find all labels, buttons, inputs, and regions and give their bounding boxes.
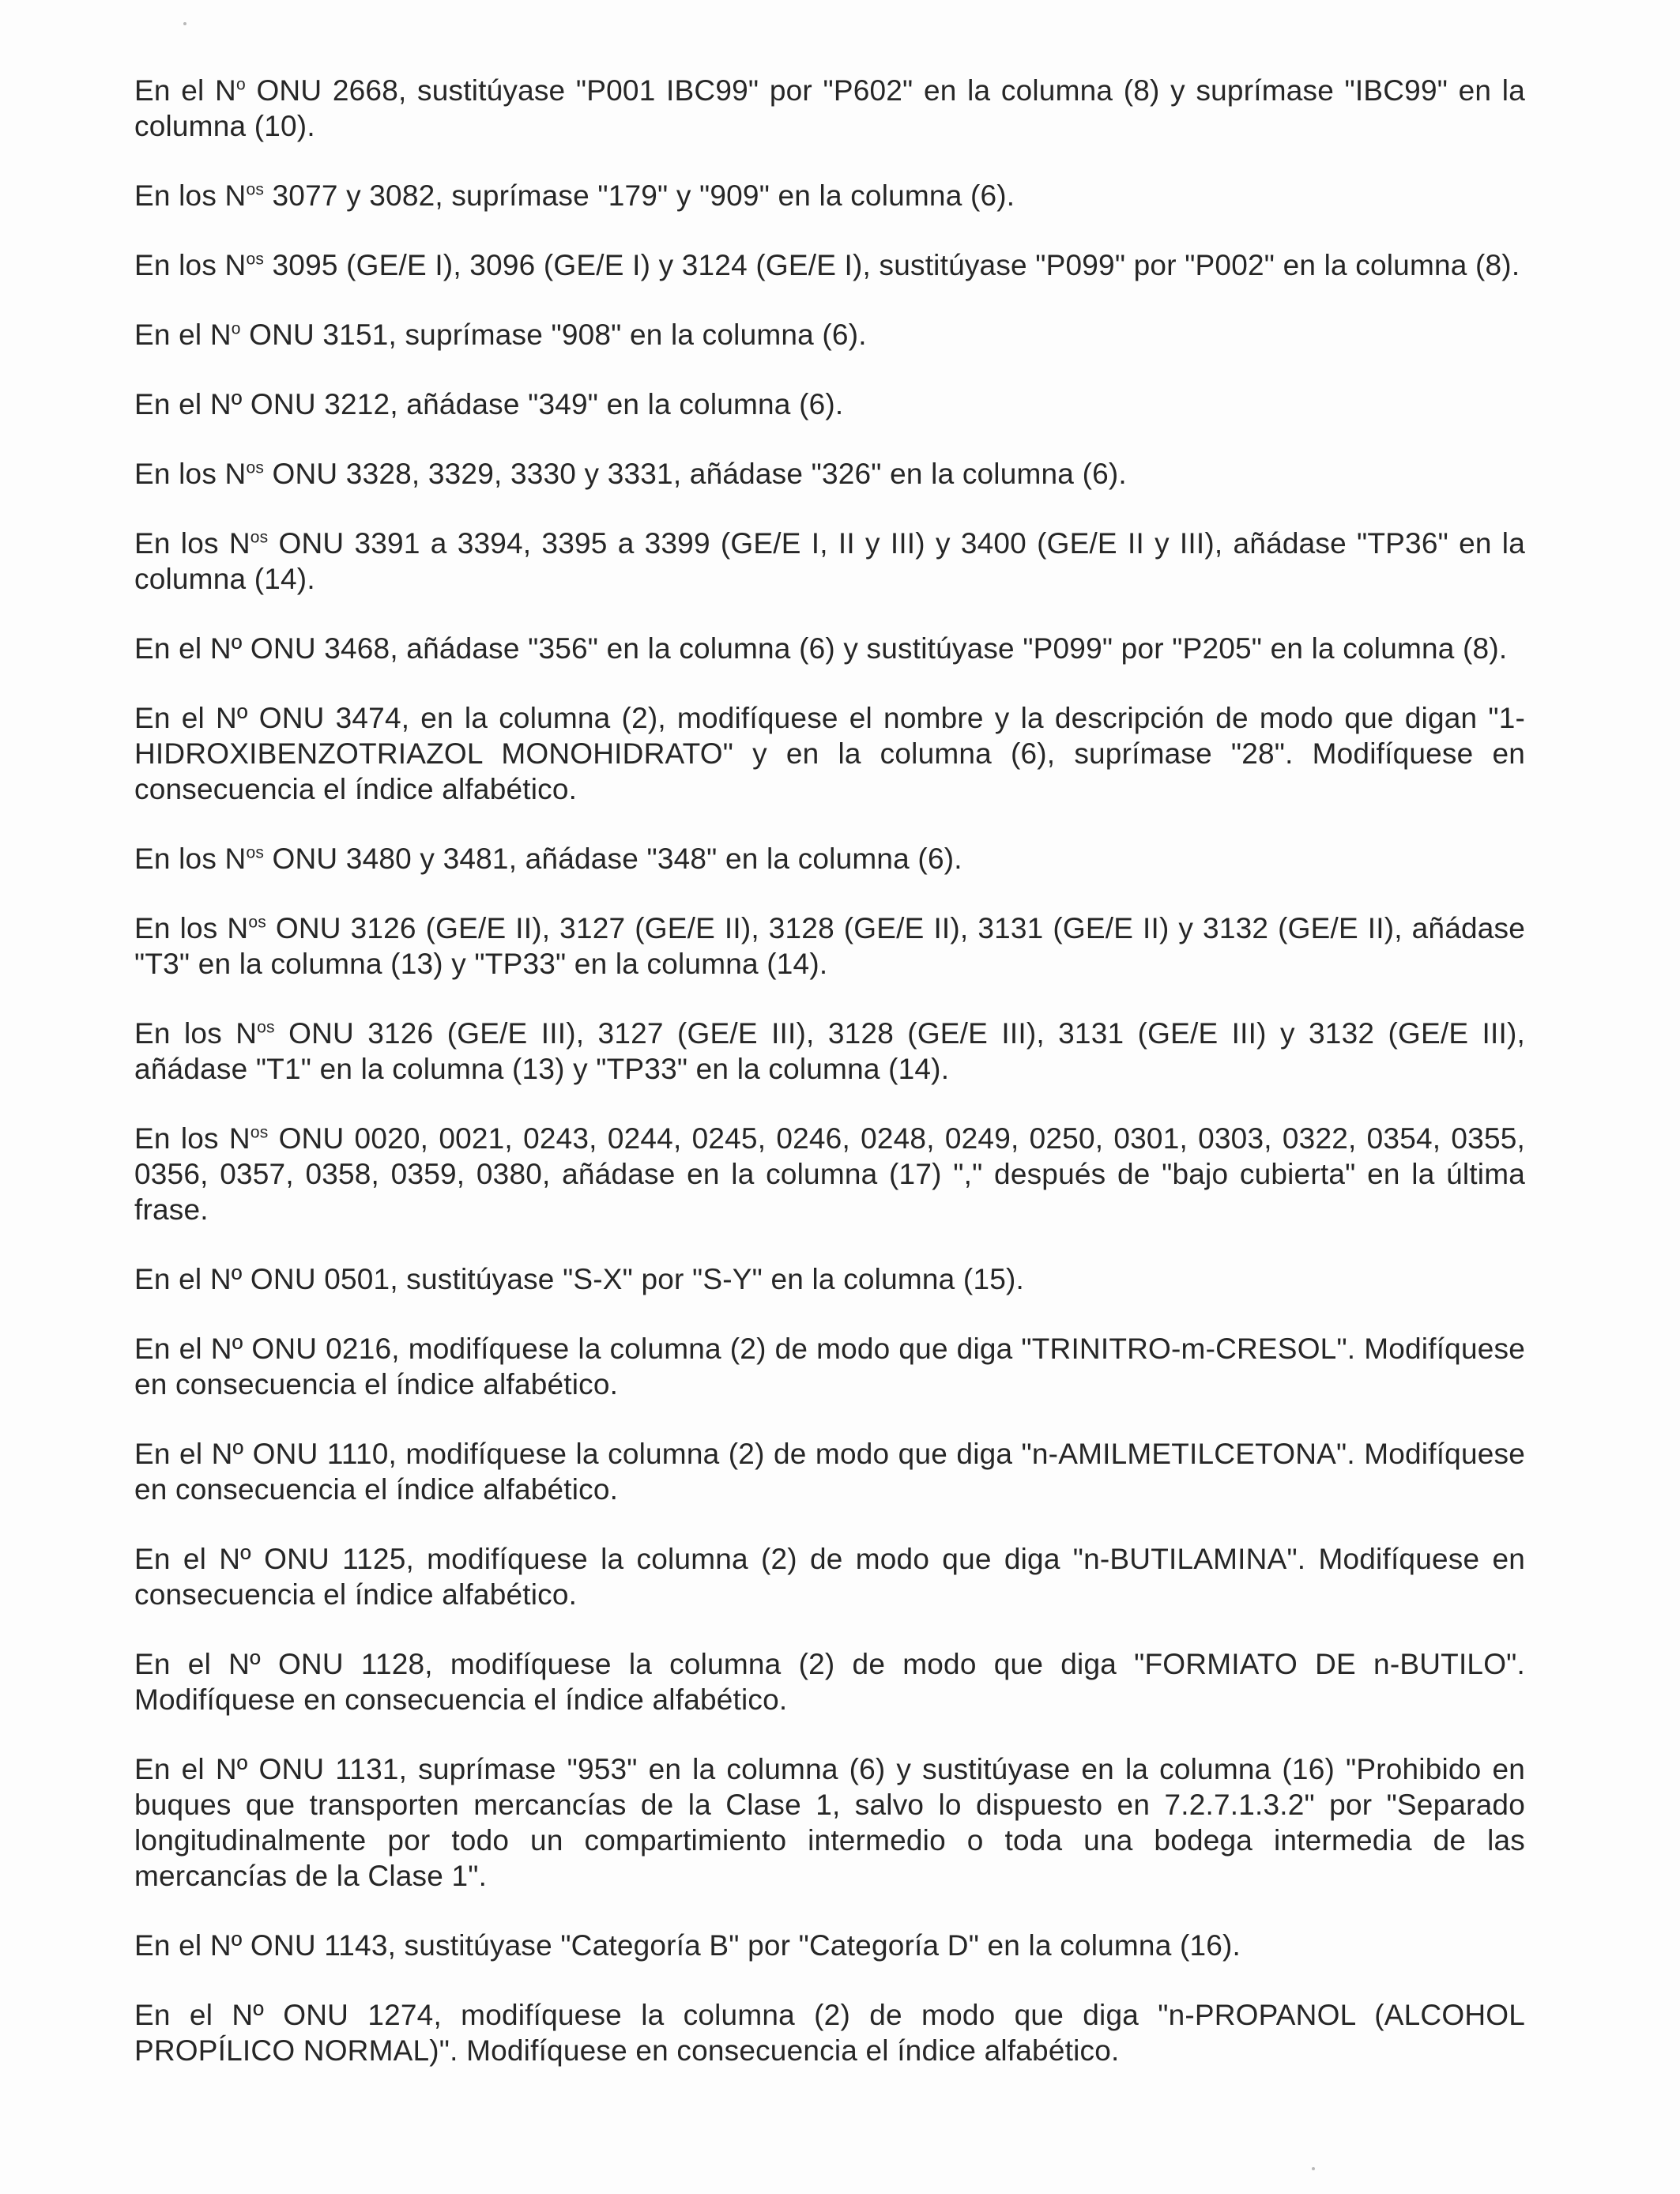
amendment-paragraph: En el Nº ONU 3474, en la columna (2), modifíquese el nombre y la descripción de modo que digan "1-HIDROXIBENZOTRIAZOL MONOHIDRATO" y en la columna (6), suprímase "28". Modifíquese en consecuencia el índice alfabético. [134,702,1525,805]
amendment-paragraph: En el Nº ONU 1143, sustitúyase "Categoría B" por "Categoría D" en la columna (16). [134,1929,1241,1962]
amendment-paragraph: En los $N^{os}$ ONU 3328, 3329, 3330 y 3331, añádase "326" en la columna (6). [134,458,1127,490]
amendment-paragraph: En los $N^{os}$ 3095 (GE/E I), 3096 (GE/E I) y 3124 (GE/E I), sustitúyase "P099" por "P002" en la columna (8). [134,249,1520,281]
amendment-paragraph: En el Nº ONU 1125, modifíquese la columna (2) de modo que diga "n-BUTILAMINA". Modifíquese en consecuencia el índice alfabético. [134,1543,1525,1611]
amendment-paragraph: En el Nº ONU 0501, sustitúyase "S-X" por "S-Y" en la columna (15). [134,1263,1025,1295]
amendment-paragraph: En los $N^{os}$ ONU 0020, 0021, 0243, 0244, 0245, 0246, 0248, 0249, 0250, 0301, 0303, 0322, 0354, 0355, 0356, 0357, 0358, 0359, 0380, añádase en la columna (17) "," después de "bajo cubierta" en la última frase. [134,1122,1525,1226]
amendment-paragraph: En el Nº ONU 3212, añádase "349" en la columna (6). [134,388,844,420]
amendment-paragraph: En el Nº ONU 1110, modifíquese la columna (2) de modo que diga "n-AMILMETILCETONA". Modifíquese en consecuencia el índice alfabético. [134,1438,1525,1506]
amendment-paragraph: En el Nº ONU 3468, añádase "356" en la columna (6) y sustitúyase "P099" por "P205" en la columna (8). [134,632,1508,665]
amendment-paragraph: En el Nº ONU 1131, suprímase "953" en la columna (6) y sustitúyase en la columna (16) "Prohibido en buques que transporten mercancías de la Clase 1, salvo lo dispuesto en 7.2.7.1.3.2" por "Separado longitudinalmente por todo un compartimiento intermedio o toda una bodega intermedia de las mercancías de la Clase 1". [134,1753,1525,1892]
amendment-paragraph: En los $N^{os}$ 3077 y 3082, suprímase "179" y "909" en la columna (6). [134,179,1015,212]
amendment-paragraph: En los $N^{os}$ ONU 3126 (GE/E III), 3127 (GE/E III), 3128 (GE/E III), 3131 (GE/E III) y 3132 (GE/E III), añádase "T1" en la columna (13) y "TP33" en la columna (14). [134,1017,1525,1085]
amendment-paragraph: En los $N^{os}$ ONU 3126 (GE/E II), 3127 (GE/E II), 3128 (GE/E II), 3131 (GE/E II) y 3132 (GE/E II), añádase "T3" en la columna (13) y "TP33" en la columna (14). [134,912,1525,980]
amendment-paragraph: En el Nº ONU 1128, modifíquese la columna (2) de modo que diga "FORMIATO DE n-BUTILO". Modifíquese en consecuencia el índice alfabético. [134,1648,1525,1716]
amendment-paragraph: En el $N^o$ ONU 3151, suprímase "908" en la columna (6). [134,319,867,351]
amendment-paragraph: En el Nº ONU 0216, modifíquese la columna (2) de modo que diga "TRINITRO-m-CRESOL". Modifíquese en consecuencia el índice alfabético. [134,1333,1525,1400]
amendment-paragraph: En el $N^o$ ONU 2668, sustitúyase "P001 IBC99" por "P602" en la columna (8) y suprímase "IBC99" en la columna (10). [134,74,1525,142]
document-body [134,73,1525,2102]
scan-speck [1312,2167,1315,2170]
amendment-paragraph: En los $N^{os}$ ONU 3391 a 3394, 3395 a 3399 (GE/E I, II y III) y 3400 (GE/E II y III), añádase "TP36" en la columna (14). [134,527,1525,595]
scan-speck [183,22,186,25]
amendment-paragraph: En los $N^{os}$ ONU 3480 y 3481, añádase "348" en la columna (6). [134,843,962,875]
amendment-paragraph: En el Nº ONU 1274, modifíquese la columna (2) de modo que diga "n-PROPANOL (ALCOHOL PROPÍLICO NORMAL)". Modifíquese en consecuencia el índice alfabético. [134,1999,1525,2067]
